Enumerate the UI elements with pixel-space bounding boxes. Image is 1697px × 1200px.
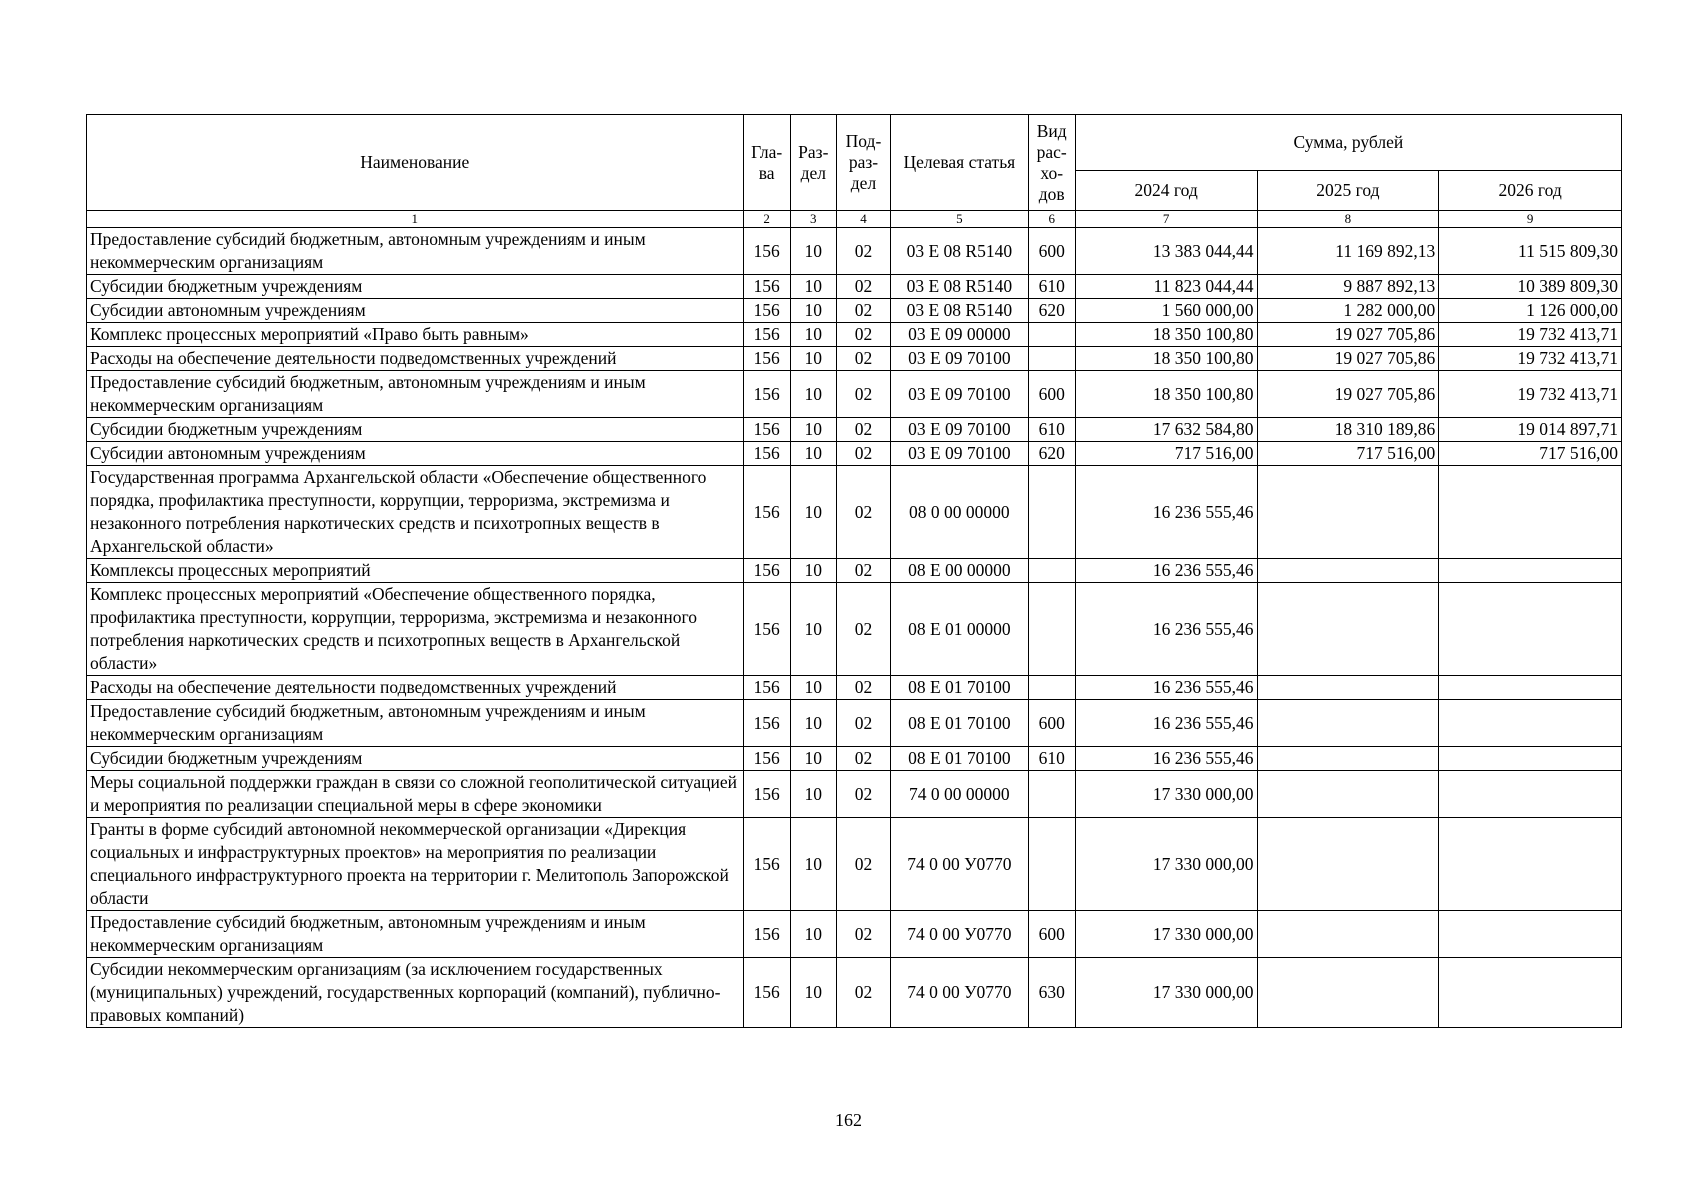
cell-subsection: 02 xyxy=(836,700,890,747)
cell-2024: 18 350 100,80 xyxy=(1075,323,1257,347)
cell-name: Расходы на обеспечение деятельности подведомственных учреждений xyxy=(87,676,744,700)
cell-2026: 19 732 413,71 xyxy=(1439,371,1622,418)
cell-2024: 16 236 555,46 xyxy=(1075,700,1257,747)
cell-2026: 19 732 413,71 xyxy=(1439,347,1622,371)
table-row xyxy=(87,228,1622,275)
cell-2026 xyxy=(1439,676,1622,700)
cell-2025 xyxy=(1257,676,1439,700)
cell-chapter: 156 xyxy=(743,771,790,818)
cell-kind xyxy=(1028,323,1075,347)
cell-section: 10 xyxy=(790,418,836,442)
cell-2024: 11 823 044,44 xyxy=(1075,275,1257,299)
cell-target: 74 0 00 00000 xyxy=(891,771,1029,818)
cell-target: 08 Е 01 70100 xyxy=(891,676,1029,700)
cell-2024: 17 330 000,00 xyxy=(1075,911,1257,958)
cell-kind xyxy=(1028,466,1075,559)
cell-2025: 717 516,00 xyxy=(1257,442,1439,466)
header-2024: 2024 год xyxy=(1075,171,1257,211)
cell-target: 03 Е 09 70100 xyxy=(891,371,1029,418)
table-row xyxy=(87,299,1622,323)
cell-name: Расходы на обеспечение деятельности подведомственных учреждений xyxy=(87,347,744,371)
cell-subsection: 02 xyxy=(836,911,890,958)
cell-2024: 16 236 555,46 xyxy=(1075,466,1257,559)
column-number: 6 xyxy=(1028,211,1075,228)
table-row xyxy=(87,275,1622,299)
cell-name: Комплекс процессных мероприятий «Право быть равным» xyxy=(87,323,744,347)
cell-2024: 18 350 100,80 xyxy=(1075,347,1257,371)
cell-2025 xyxy=(1257,700,1439,747)
cell-chapter: 156 xyxy=(743,559,790,583)
cell-section: 10 xyxy=(790,466,836,559)
cell-2025 xyxy=(1257,559,1439,583)
cell-target: 03 Е 09 70100 xyxy=(891,418,1029,442)
cell-kind: 620 xyxy=(1028,442,1075,466)
cell-2024: 1 560 000,00 xyxy=(1075,299,1257,323)
cell-name: Предоставление субсидий бюджетным, автономным учреждениям и иным некоммерческим организациям xyxy=(87,700,744,747)
cell-2026 xyxy=(1439,700,1622,747)
cell-subsection: 02 xyxy=(836,228,890,275)
cell-subsection: 02 xyxy=(836,442,890,466)
cell-section: 10 xyxy=(790,818,836,911)
cell-subsection: 02 xyxy=(836,347,890,371)
cell-target: 03 Е 08 R5140 xyxy=(891,299,1029,323)
cell-name: Комплекс процессных мероприятий «Обеспечение общественного порядка, профилактика преступности, коррупции, терроризма, экстремизма и незаконного потребления наркотических средств и психотропных веществ в Архангельской области» xyxy=(87,583,744,676)
column-number: 7 xyxy=(1075,211,1257,228)
budget-table xyxy=(86,114,1622,1028)
cell-2024: 17 330 000,00 xyxy=(1075,958,1257,1028)
cell-2025: 19 027 705,86 xyxy=(1257,347,1439,371)
cell-target: 03 Е 09 70100 xyxy=(891,442,1029,466)
cell-chapter: 156 xyxy=(743,442,790,466)
cell-target: 08 Е 01 70100 xyxy=(891,700,1029,747)
column-number: 9 xyxy=(1439,211,1622,228)
cell-2025: 9 887 892,13 xyxy=(1257,275,1439,299)
table-row xyxy=(87,323,1622,347)
table-header xyxy=(87,115,1622,228)
cell-target: 74 0 00 У0770 xyxy=(891,958,1029,1028)
cell-2025: 18 310 189,86 xyxy=(1257,418,1439,442)
cell-target: 08 Е 01 70100 xyxy=(891,747,1029,771)
cell-subsection: 02 xyxy=(836,818,890,911)
cell-name: Субсидии бюджетным учреждениям xyxy=(87,275,744,299)
cell-name: Субсидии автономным учреждениям xyxy=(87,442,744,466)
cell-name: Субсидии бюджетным учреждениям xyxy=(87,747,744,771)
cell-section: 10 xyxy=(790,911,836,958)
header-2025: 2025 год xyxy=(1257,171,1439,211)
cell-kind: 600 xyxy=(1028,371,1075,418)
cell-subsection: 02 xyxy=(836,583,890,676)
table-row xyxy=(87,559,1622,583)
cell-chapter: 156 xyxy=(743,466,790,559)
cell-name: Гранты в форме субсидий автономной некоммерческой организации «Дирекция социальных и инфраструктурных проектов» на мероприятия по реализации специального инфраструктурного проекта на территории г. Мелитополь Запорожской области xyxy=(87,818,744,911)
table-body xyxy=(87,228,1622,1028)
cell-name: Субсидии автономным учреждениям xyxy=(87,299,744,323)
table-row xyxy=(87,958,1622,1028)
table-row xyxy=(87,466,1622,559)
cell-2024: 13 383 044,44 xyxy=(1075,228,1257,275)
cell-2026: 10 389 809,30 xyxy=(1439,275,1622,299)
cell-kind: 600 xyxy=(1028,700,1075,747)
cell-chapter: 156 xyxy=(743,700,790,747)
cell-name: Предоставление субсидий бюджетным, автономным учреждениям и иным некоммерческим организациям xyxy=(87,911,744,958)
cell-2024: 16 236 555,46 xyxy=(1075,676,1257,700)
cell-section: 10 xyxy=(790,371,836,418)
cell-2025 xyxy=(1257,466,1439,559)
cell-kind: 610 xyxy=(1028,275,1075,299)
column-number: 5 xyxy=(891,211,1029,228)
cell-section: 10 xyxy=(790,583,836,676)
header-kind: Вид рас-хо-дов xyxy=(1028,115,1075,211)
cell-subsection: 02 xyxy=(836,323,890,347)
cell-2025 xyxy=(1257,818,1439,911)
cell-2025 xyxy=(1257,771,1439,818)
cell-kind: 600 xyxy=(1028,228,1075,275)
cell-2024: 17 330 000,00 xyxy=(1075,771,1257,818)
cell-chapter: 156 xyxy=(743,275,790,299)
cell-2026 xyxy=(1439,583,1622,676)
cell-section: 10 xyxy=(790,958,836,1028)
cell-target: 03 Е 08 R5140 xyxy=(891,275,1029,299)
cell-chapter: 156 xyxy=(743,418,790,442)
cell-name: Государственная программа Архангельской области «Обеспечение общественного порядка, профилактика преступности, коррупции, терроризма, экстремизма и незаконного потребления наркотических средств и психотропных веществ в Архангельской области» xyxy=(87,466,744,559)
table-row xyxy=(87,700,1622,747)
column-number: 4 xyxy=(836,211,890,228)
cell-subsection: 02 xyxy=(836,418,890,442)
cell-subsection: 02 xyxy=(836,771,890,818)
cell-target: 08 0 00 00000 xyxy=(891,466,1029,559)
cell-2024: 16 236 555,46 xyxy=(1075,747,1257,771)
cell-kind: 630 xyxy=(1028,958,1075,1028)
cell-2026 xyxy=(1439,958,1622,1028)
cell-name: Меры социальной поддержки граждан в связи со сложной геополитической ситуацией и мероприятия по реализации специальной меры в сфере экономики xyxy=(87,771,744,818)
cell-2024: 16 236 555,46 xyxy=(1075,559,1257,583)
cell-chapter: 156 xyxy=(743,228,790,275)
cell-2025: 11 169 892,13 xyxy=(1257,228,1439,275)
cell-section: 10 xyxy=(790,442,836,466)
table-row xyxy=(87,747,1622,771)
cell-target: 74 0 00 У0770 xyxy=(891,818,1029,911)
cell-section: 10 xyxy=(790,700,836,747)
cell-section: 10 xyxy=(790,676,836,700)
cell-section: 10 xyxy=(790,747,836,771)
cell-name: Субсидии некоммерческим организациям (за исключением государственных (муниципальных) учреждений, государственных корпораций (компаний), публично-правовых компаний) xyxy=(87,958,744,1028)
cell-2025 xyxy=(1257,911,1439,958)
cell-kind xyxy=(1028,771,1075,818)
header-section: Раз-дел xyxy=(790,115,836,211)
cell-kind xyxy=(1028,559,1075,583)
cell-2026 xyxy=(1439,771,1622,818)
table-row xyxy=(87,371,1622,418)
header-2026: 2026 год xyxy=(1439,171,1622,211)
cell-section: 10 xyxy=(790,228,836,275)
cell-chapter: 156 xyxy=(743,911,790,958)
cell-chapter: 156 xyxy=(743,676,790,700)
cell-chapter: 156 xyxy=(743,818,790,911)
cell-target: 08 Е 00 00000 xyxy=(891,559,1029,583)
cell-subsection: 02 xyxy=(836,676,890,700)
header-chapter: Гла-ва xyxy=(743,115,790,211)
cell-2026 xyxy=(1439,818,1622,911)
cell-2026: 19 732 413,71 xyxy=(1439,323,1622,347)
cell-kind xyxy=(1028,583,1075,676)
cell-2025: 19 027 705,86 xyxy=(1257,371,1439,418)
cell-2026 xyxy=(1439,466,1622,559)
table-row xyxy=(87,418,1622,442)
cell-2026: 1 126 000,00 xyxy=(1439,299,1622,323)
cell-subsection: 02 xyxy=(836,958,890,1028)
cell-kind xyxy=(1028,347,1075,371)
cell-name: Комплексы процессных мероприятий xyxy=(87,559,744,583)
cell-2026: 717 516,00 xyxy=(1439,442,1622,466)
cell-section: 10 xyxy=(790,323,836,347)
cell-target: 03 Е 08 R5140 xyxy=(891,228,1029,275)
cell-target: 03 Е 09 70100 xyxy=(891,347,1029,371)
cell-2025 xyxy=(1257,747,1439,771)
cell-chapter: 156 xyxy=(743,583,790,676)
column-number: 2 xyxy=(743,211,790,228)
header-target: Целевая статья xyxy=(891,115,1029,211)
cell-subsection: 02 xyxy=(836,559,890,583)
table-row xyxy=(87,583,1622,676)
cell-chapter: 156 xyxy=(743,747,790,771)
header-name: Наименование xyxy=(87,115,744,211)
cell-subsection: 02 xyxy=(836,371,890,418)
cell-2025 xyxy=(1257,583,1439,676)
column-number: 3 xyxy=(790,211,836,228)
cell-2024: 16 236 555,46 xyxy=(1075,583,1257,676)
cell-kind xyxy=(1028,676,1075,700)
table-row xyxy=(87,771,1622,818)
cell-name: Предоставление субсидий бюджетным, автономным учреждениям и иным некоммерческим организациям xyxy=(87,371,744,418)
cell-chapter: 156 xyxy=(743,347,790,371)
cell-2026: 19 014 897,71 xyxy=(1439,418,1622,442)
cell-2024: 18 350 100,80 xyxy=(1075,371,1257,418)
cell-kind: 600 xyxy=(1028,911,1075,958)
cell-section: 10 xyxy=(790,771,836,818)
cell-section: 10 xyxy=(790,275,836,299)
cell-2026 xyxy=(1439,911,1622,958)
cell-2024: 17 330 000,00 xyxy=(1075,818,1257,911)
cell-chapter: 156 xyxy=(743,958,790,1028)
column-number: 1 xyxy=(87,211,744,228)
page-number: 162 xyxy=(835,1110,862,1130)
cell-2025 xyxy=(1257,958,1439,1028)
cell-subsection: 02 xyxy=(836,299,890,323)
cell-kind xyxy=(1028,818,1075,911)
cell-subsection: 02 xyxy=(836,466,890,559)
cell-kind: 610 xyxy=(1028,747,1075,771)
table-row xyxy=(87,347,1622,371)
cell-subsection: 02 xyxy=(836,275,890,299)
cell-target: 03 Е 09 00000 xyxy=(891,323,1029,347)
cell-2025: 19 027 705,86 xyxy=(1257,323,1439,347)
cell-section: 10 xyxy=(790,347,836,371)
cell-name: Субсидии бюджетным учреждениям xyxy=(87,418,744,442)
cell-target: 08 Е 01 00000 xyxy=(891,583,1029,676)
cell-2026 xyxy=(1439,747,1622,771)
cell-2025: 1 282 000,00 xyxy=(1257,299,1439,323)
header-subsection: Под-раз-дел xyxy=(836,115,890,211)
cell-target: 74 0 00 У0770 xyxy=(891,911,1029,958)
cell-2026 xyxy=(1439,559,1622,583)
cell-chapter: 156 xyxy=(743,371,790,418)
table-row xyxy=(87,818,1622,911)
cell-chapter: 156 xyxy=(743,323,790,347)
header-sum: Сумма, рублей xyxy=(1075,115,1621,171)
column-number: 8 xyxy=(1257,211,1439,228)
column-numbers-row xyxy=(87,211,1622,228)
cell-2026: 11 515 809,30 xyxy=(1439,228,1622,275)
cell-name: Предоставление субсидий бюджетным, автономным учреждениям и иным некоммерческим организациям xyxy=(87,228,744,275)
table-row xyxy=(87,442,1622,466)
cell-kind: 610 xyxy=(1028,418,1075,442)
cell-2024: 17 632 584,80 xyxy=(1075,418,1257,442)
cell-kind: 620 xyxy=(1028,299,1075,323)
cell-section: 10 xyxy=(790,299,836,323)
table-row xyxy=(87,676,1622,700)
cell-chapter: 156 xyxy=(743,299,790,323)
cell-section: 10 xyxy=(790,559,836,583)
cell-subsection: 02 xyxy=(836,747,890,771)
cell-2024: 717 516,00 xyxy=(1075,442,1257,466)
table-row xyxy=(87,911,1622,958)
